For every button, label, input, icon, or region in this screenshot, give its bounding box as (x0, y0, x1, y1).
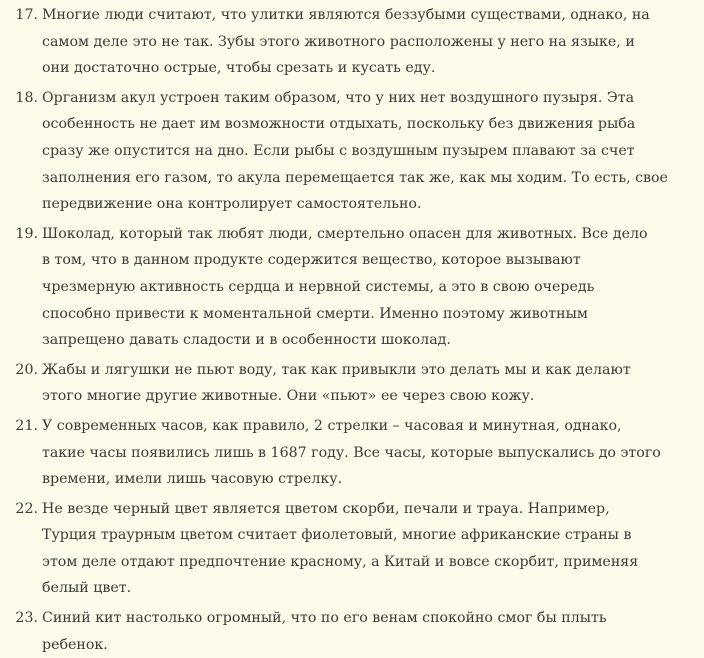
list-item (0, 221, 704, 354)
list-item (0, 85, 704, 218)
item-number: 22. (15, 500, 38, 517)
item-text: Синий кит настолько огромный, что по его венам спокойно смог бы плыть ребенок. (42, 610, 607, 653)
facts-list (0, 2, 704, 658)
item-text: Многие люди считают, что улитки являются беззубыми существами, однако, на самом деле это не так. Зубы этого животного расположены у него на языке, и они достаточно острые, чтобы срезать и кусать еду. (42, 7, 650, 77)
list-item (0, 2, 704, 82)
list-item (0, 496, 704, 602)
item-text: Не везде черный цвет является цветом скорби, печали и трауа. Например, Турция траурным цветом считает фиолетовый, многие африканские страны в этом деле отдают предпочтение красному, а Китай и вовсе скорбит, применяя белый цвет. (42, 500, 639, 597)
list-item (0, 605, 704, 658)
item-text: Организм акул устроен таким образом, что у них нет воздушного пузыря. Эта особенность не дает им возможности отдыхать, поскольку без движения рыба сразу же опустится на дно. Если рыбы с воздушным пузырем плавают за счет заполнения его газом, то акула перемещается так же, как мы ходим. То есть, свое передвижение она контролирует самостоятельно. (42, 89, 668, 213)
item-number: 19. (15, 225, 38, 242)
item-number: 20. (15, 361, 38, 378)
item-number: 23. (15, 610, 38, 627)
item-number: 18. (15, 89, 38, 106)
item-text: Жабы и лягушки не пьют воду, так как привыкли это делать мы и как делают этого многие другие животные. Они «пьют» ее через свою кожу. (42, 361, 631, 405)
item-text: Шоколад, который так любят люди, смертельно опасен для животных. Все дело в том, что в данном продукте содержится вещество, которое вызывают чрезмерную активность сердца и нервной системы, а это в свою очередь способно привести к моментальной смерти. Именно поэтому животным запрещено давать сладости и в особенности шоколад. (42, 225, 648, 349)
item-number: 21. (15, 417, 38, 434)
item-number: 17. (15, 7, 38, 23)
list-item (0, 357, 704, 410)
item-text: У современных часов, как правило, 2 стрелки – часовая и минутная, однако, такие часы появились лишь в 1687 году. Все часы, которые выпускались до этого времени, имели лишь часовую стрелку. (42, 417, 661, 488)
list-item (0, 413, 704, 493)
